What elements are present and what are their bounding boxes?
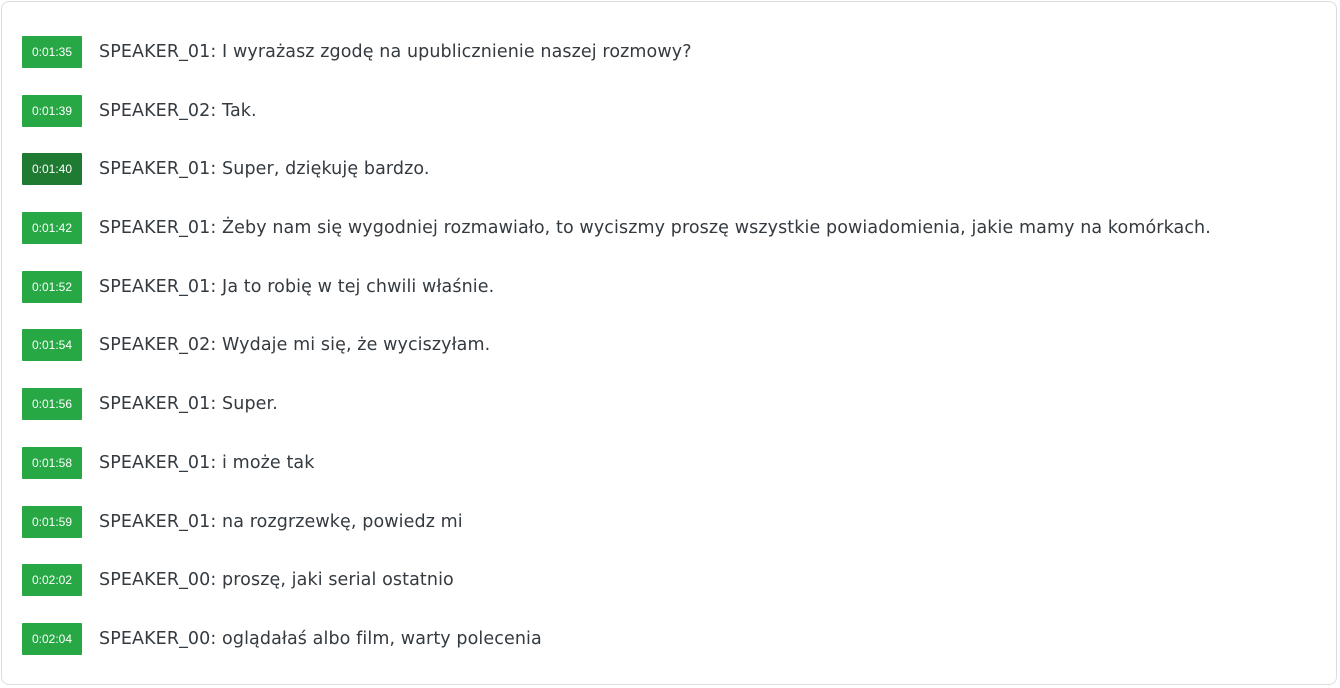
transcript-list: [22, 36, 1322, 682]
timestamp-button[interactable]: 0:01:39: [22, 95, 82, 127]
transcript-line: SPEAKER_01: i może tak: [99, 452, 315, 473]
transcript-row: [22, 153, 1322, 185]
timestamp-button[interactable]: 0:01:42: [22, 212, 82, 244]
transcript-row: [22, 506, 1322, 538]
transcript-panel: [1, 1, 1337, 685]
transcript-line: SPEAKER_01: na rozgrzewkę, powiedz mi: [99, 511, 463, 532]
timestamp-button[interactable]: 0:01:54: [22, 329, 82, 361]
transcript-row: [22, 271, 1322, 303]
transcript-row: [22, 95, 1322, 127]
transcript-row: [22, 623, 1322, 655]
transcript-line: SPEAKER_00: proszę, jaki serial ostatnio: [99, 570, 454, 591]
timestamp-button[interactable]: 0:01:59: [22, 506, 82, 538]
transcript-row: [22, 36, 1322, 68]
transcript-line: SPEAKER_02: Wydaje mi się, że wyciszyłam.: [99, 335, 491, 356]
timestamp-button-active[interactable]: 0:01:40: [22, 153, 82, 185]
transcript-line: SPEAKER_02: Tak.: [99, 100, 257, 121]
timestamp-button[interactable]: 0:01:56: [22, 388, 82, 420]
timestamp-button[interactable]: 0:01:58: [22, 447, 82, 479]
transcript-line: SPEAKER_00: oglądałaś albo film, warty polecenia: [99, 628, 542, 649]
timestamp-button[interactable]: 0:02:02: [22, 564, 82, 596]
transcript-row: [22, 388, 1322, 420]
transcript-line: SPEAKER_01: I wyrażasz zgodę na upublicznienie naszej rozmowy?: [99, 42, 692, 62]
transcript-line: SPEAKER_01: Żeby nam się wygodniej rozmawiało, to wyciszmy proszę wszystkie powiadomienia, jakie mamy na komórkach.: [99, 218, 1211, 239]
transcript-line: SPEAKER_01: Super, dziękuję bardzo.: [99, 159, 430, 180]
transcript-row: [22, 212, 1322, 244]
timestamp-button[interactable]: 0:02:04: [22, 623, 82, 655]
transcript-row: [22, 564, 1322, 596]
timestamp-button[interactable]: 0:01:52: [22, 271, 82, 303]
transcript-line: SPEAKER_01: Super.: [99, 394, 278, 415]
transcript-row: [22, 329, 1322, 361]
timestamp-button[interactable]: 0:01:35: [22, 36, 82, 68]
transcript-line: SPEAKER_01: Ja to robię w tej chwili właśnie.: [99, 276, 495, 297]
transcript-row: [22, 447, 1322, 479]
